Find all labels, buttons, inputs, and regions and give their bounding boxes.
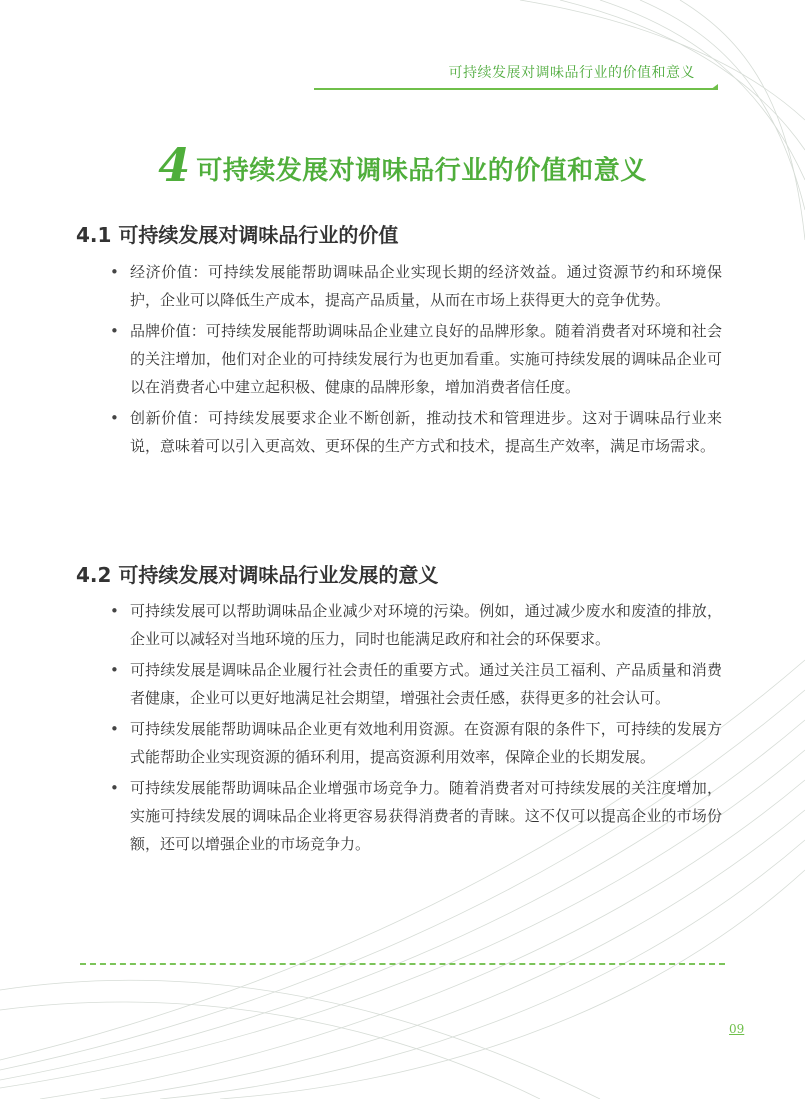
bullet-icon: • <box>110 409 119 427</box>
chapter-number: 4 <box>158 138 191 192</box>
bullet-icon: • <box>110 779 119 797</box>
list-item-text: 可持续发展可以帮助调味品企业减少对环境的污染。例如，通过减少废水和废渣的排放，企业可以减轻对当地环境的压力，同时也能满足政府和社会的环保要求。 <box>130 602 722 648</box>
list-item <box>110 656 722 712</box>
header-rule <box>314 88 718 90</box>
bullet-icon: • <box>110 263 119 281</box>
list-item <box>110 715 722 771</box>
list-item-text: 创新价值：可持续发展要求企业不断创新，推动技术和管理进步。这对于调味品行业来说，意味着可以引入更高效、更环保的生产方式和技术，提高生产效率，满足市场需求。 <box>130 409 722 455</box>
list-item-text: 可持续发展是调味品企业履行社会责任的重要方式。通过关注员工福利、产品质量和消费者健康，企业可以更好地满足社会期望，增强社会责任感，获得更多的社会认可。 <box>130 661 722 707</box>
list-item-text: 可持续发展能帮助调味品企业增强市场竞争力。随着消费者对可持续发展的关注度增加，实施可持续发展的调味品企业将更容易获得消费者的青睐。这不仅可以提高企业的市场份额，还可以增强企业的市场竞争力。 <box>130 779 722 853</box>
list-item <box>110 317 722 401</box>
bullet-list-4-2 <box>110 597 722 861</box>
running-header: 可持续发展对调味品行业的价值和意义 <box>448 65 695 81</box>
chapter-title <box>0 138 805 192</box>
header-rule-tip <box>710 84 718 90</box>
footer-dashed-rule <box>80 963 725 965</box>
bullet-icon: • <box>110 322 119 340</box>
list-item <box>110 404 722 460</box>
list-item <box>110 258 722 314</box>
list-item-text: 经济价值：可持续发展能帮助调味品企业实现长期的经济效益。通过资源节约和环境保护，企业可以降低生产成本，提高产品质量，从而在市场上获得更大的竞争优势。 <box>130 263 722 309</box>
list-item-text: 品牌价值：可持续发展能帮助调味品企业建立良好的品牌形象。随着消费者对环境和社会的关注增加，他们对企业的可持续发展行为也更加看重。实施可持续发展的调味品企业可以在消费者心中建立起积极、健康的品牌形象，增加消费者信任度。 <box>130 322 722 396</box>
list-item <box>110 597 722 653</box>
page-number: 09 <box>729 1022 745 1036</box>
bullet-list-4-1 <box>110 258 722 463</box>
bullet-icon: • <box>110 661 119 679</box>
section-heading-4-1: 4.1 可持续发展对调味品行业的价值 <box>76 223 399 247</box>
bullet-icon: • <box>110 720 119 738</box>
bullet-icon: • <box>110 602 119 620</box>
section-heading-4-2: 4.2 可持续发展对调味品行业发展的意义 <box>76 563 439 587</box>
list-item <box>110 774 722 858</box>
chapter-title-text: 可持续发展对调味品行业的价值和意义 <box>196 156 647 186</box>
list-item-text: 可持续发展能帮助调味品企业更有效地利用资源。在资源有限的条件下，可持续的发展方式能帮助企业实现资源的循环利用，提高资源利用效率，保障企业的长期发展。 <box>130 720 722 766</box>
